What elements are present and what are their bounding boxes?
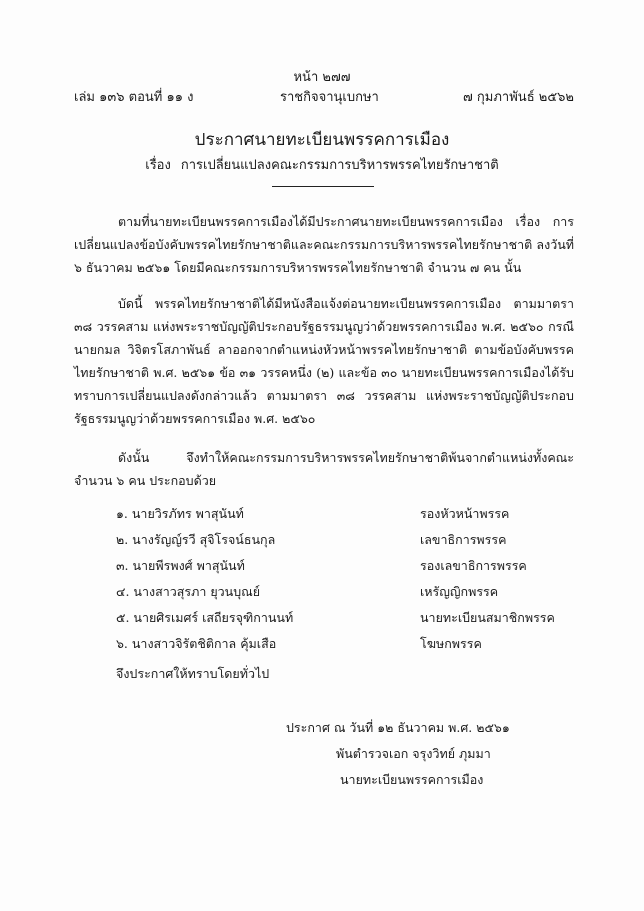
member-name: ๒. นางรัญญ์รวี สุจิโรจน์ธนกุล	[116, 532, 276, 547]
list-item	[74, 582, 574, 608]
title-divider	[272, 186, 374, 187]
subject-text: การเปลี่ยนแปลงคณะกรรมการบริหารพรรคไทยรักษาชาติ	[180, 158, 499, 173]
member-name: ๑. นายวิรภัทร พาสุนันท์	[116, 506, 244, 521]
member-position: รองหัวหน้าพรรค	[420, 506, 510, 521]
closing-statement: จึงประกาศให้ทราบโดยทั่วไป	[116, 666, 270, 681]
publication-date: ๗ กุมภาพันธ์ ๒๕๖๒	[463, 90, 574, 105]
subject-label: เรื่อง	[145, 158, 171, 173]
publication-name: ราชกิจจานุเบกษา	[280, 90, 379, 105]
member-position: เลขาธิการพรรค	[420, 532, 507, 547]
member-position: รองเลขาธิการพรรค	[420, 558, 527, 573]
list-item	[74, 608, 574, 634]
list-item	[74, 634, 574, 660]
list-item	[74, 504, 574, 530]
gazette-header	[74, 86, 574, 104]
paragraph-notification: บัดนี้ พรรคไทยรักษาชาติได้มีหนังสือแจ้งต่อนายทะเบียนพรรคการเมือง ตามมาตรา ๓๘ วรรคสาม แห่งพระราชบัญญัติประกอบรัฐธรรมนูญว่าด้วยพรรคการเมือง พ.ศ. ๒๕๖๐ กรณี นายกมล วิจิตรโสภาพันธ์ ลาออกจากตำแหน่งหัวหน้าพรรคไทยรักษาชาติ ตามข้อบังคับพรรคไทยรักษาชาติ พ.ศ. ๒๕๖๑ ข้อ ๓๑ วรรคหนึ่ง (๒) และข้อ ๓๐ นายทะเบียนพรรคการเมืองได้รับทราบการเปลี่ยนแปลงดังกล่าวแล้ว ตามมาตรา ๓๘ วรรคสาม แห่งพระราชบัญญัติประกอบรัฐธรรมนูญว่าด้วยพรรคการเมือง พ.ศ. ๒๕๖๐	[74, 296, 574, 426]
paragraph-conclusion: ดังนั้น จึงทำให้คณะกรรมการบริหารพรรคไทยรักษาชาติพ้นจากตำแหน่งทั้งคณะ จำนวน ๖ คน ประกอบด้วย	[74, 450, 574, 488]
member-name: ๖. นางสาวจิรัตชิติกาล คุ้มเสือ	[116, 636, 277, 651]
signature-date: ประกาศ ณ วันที่ ๑๒ ธันวาคม พ.ศ. ๒๕๖๑	[286, 720, 510, 735]
paragraph-background: ตามที่นายทะเบียนพรรคการเมืองได้มีประกาศนายทะเบียนพรรคการเมือง เรื่อง การเปลี่ยนแปลงข้อบังคับพรรคไทยรักษาชาติและคณะกรรมการบริหารพรรคไทยรักษาชาติ ลงวันที่ ๖ ธันวาคม ๒๕๖๑ โดยมีคณะกรรมการบริหารพรรคไทยรักษาชาติ จำนวน ๗ คน นั้น	[74, 214, 574, 275]
announcement-subject	[0, 154, 644, 175]
list-item	[74, 556, 574, 582]
member-position: นายทะเบียนสมาชิกพรรค	[420, 610, 555, 625]
volume-issue: เล่ม ๑๓๖ ตอนที่ ๑๑ ง	[74, 90, 194, 105]
member-name: ๕. นายศิรเมศร์ เสถียรจุฑิกานนท์	[116, 610, 294, 625]
page-number: หน้า ๒๗๗	[293, 70, 351, 85]
member-name: ๔. นางสาวสุรภา ยุวนบุณย์	[116, 584, 261, 599]
member-position: เหรัญญิกพรรค	[420, 584, 499, 599]
member-position: โฆษกพรรค	[420, 636, 482, 651]
signatory-name: พันตำรวจเอก จรุงวิทย์ ภุมมา	[336, 746, 491, 761]
member-list	[74, 504, 574, 660]
announcement-title: ประกาศนายทะเบียนพรรคการเมือง	[194, 130, 450, 150]
signatory-title: นายทะเบียนพรรคการเมือง	[340, 772, 484, 787]
list-item	[74, 530, 574, 556]
member-name: ๓. นายพีรพงศ์ พาสุนันท์	[116, 558, 245, 573]
